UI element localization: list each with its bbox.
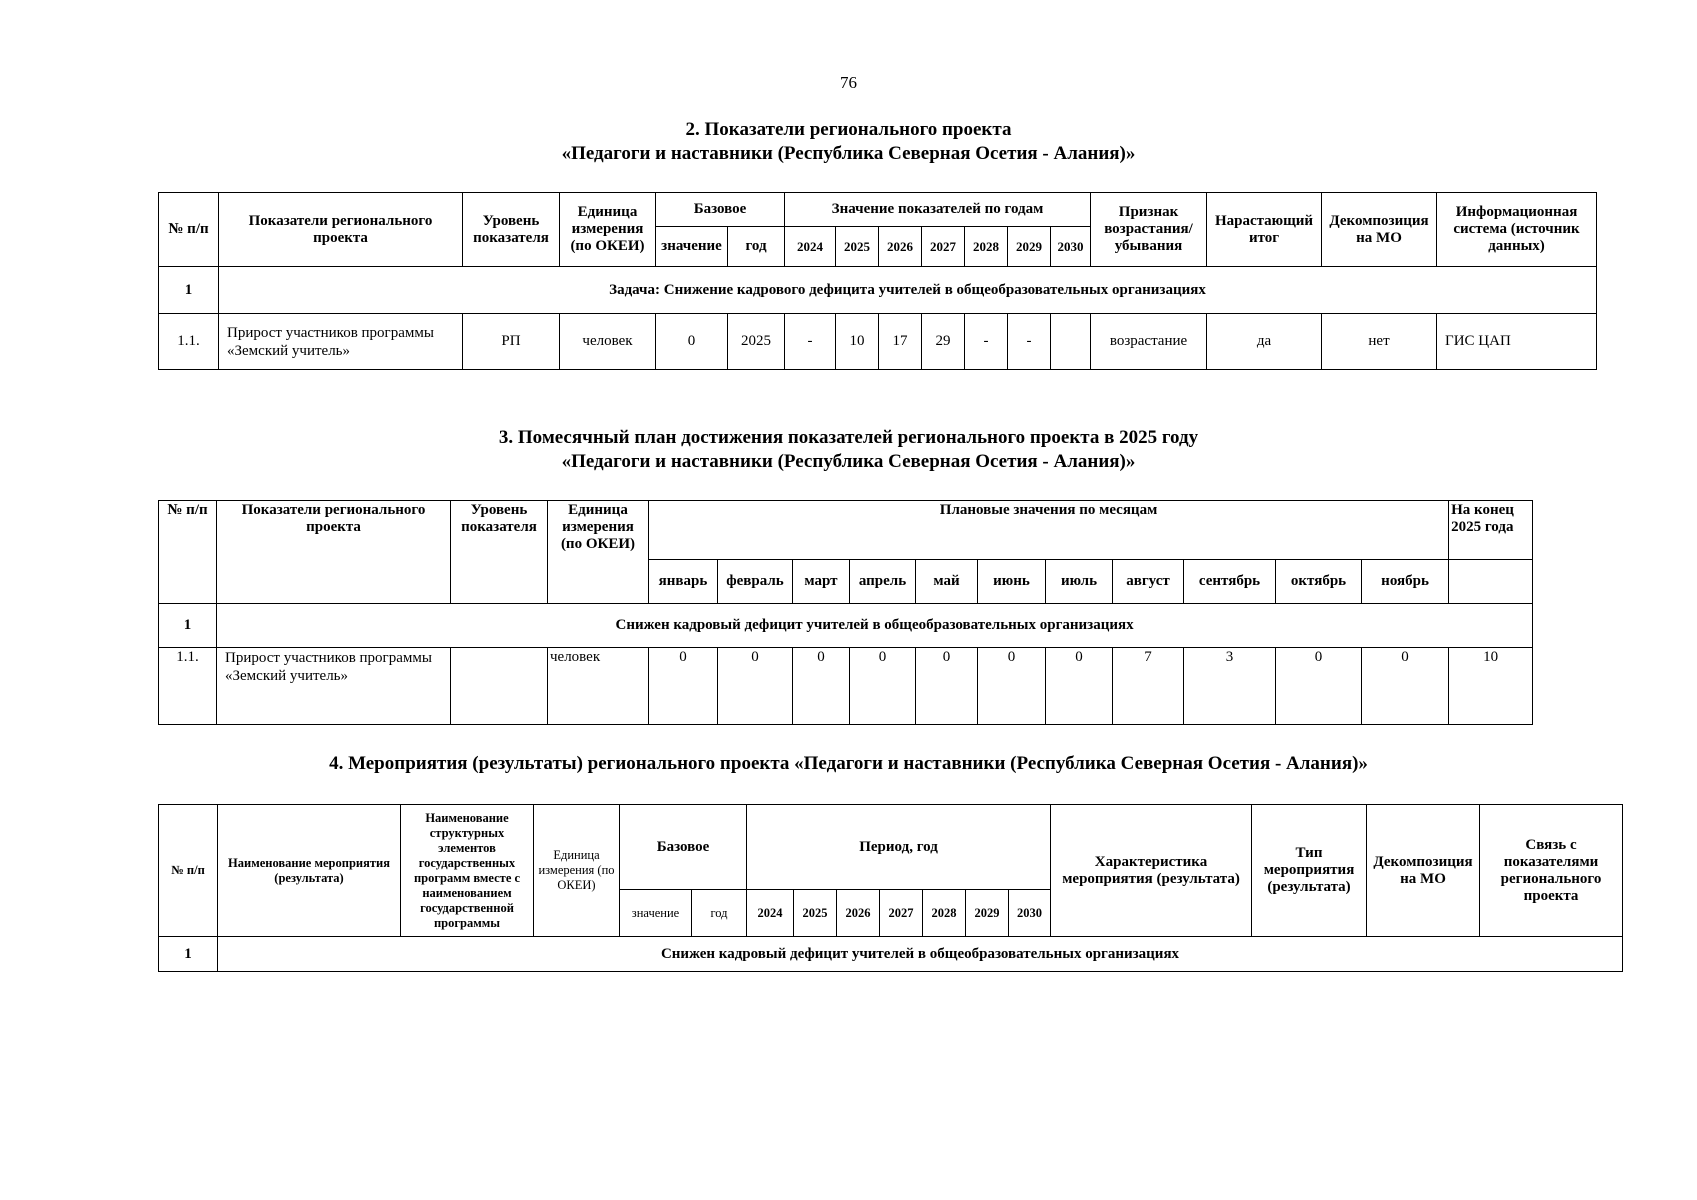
header-month: ноябрь [1362, 560, 1449, 604]
row-month-value: 7 [1113, 648, 1184, 725]
header-year: 2026 [879, 227, 922, 267]
header-base-year: год [728, 227, 785, 267]
header-trend: Признак возрастания/ убывания [1091, 193, 1207, 267]
header-year: 2029 [966, 890, 1009, 937]
header-characteristic: Характеристика мероприятия (результата) [1051, 805, 1252, 937]
header-month: апрель [850, 560, 916, 604]
header-by-years: Значение показателей по годам [785, 193, 1091, 227]
header-level: Уровень показателя [451, 501, 548, 604]
header-end-blank [1449, 560, 1533, 604]
header-indicator: Показатели регионального проекта [217, 501, 451, 604]
row-indicator: Прирост участников программы «Земский учитель» [217, 648, 451, 725]
header-num: № п/п [159, 193, 219, 267]
section3-title [0, 426, 1697, 474]
row-year-value [1051, 314, 1091, 370]
row-info-system: ГИС ЦАП [1437, 314, 1597, 370]
table-row [159, 314, 1597, 370]
section2-title-line1: 2. Показатели регионального проекта [685, 119, 1012, 140]
header-unit: Единица измерения (по ОКЕИ) [548, 501, 649, 604]
header-type: Тип мероприятия (результата) [1252, 805, 1367, 937]
row-decomposition: нет [1322, 314, 1437, 370]
header-month: сентябрь [1184, 560, 1276, 604]
header-month: октябрь [1276, 560, 1362, 604]
header-year: 2025 [836, 227, 879, 267]
task-text: Задача: Снижение кадрового дефицита учителей в общеобразовательных организациях [219, 267, 1597, 314]
row-month-value: 0 [1362, 648, 1449, 725]
section3-title-line2: «Педагоги и наставники (Республика Северная Осетия - Алания)» [561, 451, 1136, 472]
header-name: Наименование мероприятия (результата) [218, 805, 401, 937]
activities-table [158, 804, 1623, 972]
header-base: Базовое [620, 805, 747, 890]
header-link: Связь с показателями регионального проекта [1480, 805, 1623, 937]
row-month-value: 0 [718, 648, 793, 725]
indicators-table [158, 192, 1597, 370]
row-indicator: Прирост участников программы «Земский учитель» [219, 314, 463, 370]
monthly-plan-table [158, 500, 1533, 725]
header-year: 2024 [747, 890, 794, 937]
header-year: 2030 [1009, 890, 1051, 937]
row-month-value: 0 [1046, 648, 1113, 725]
header-year: 2028 [965, 227, 1008, 267]
page-number: 76 [840, 73, 857, 92]
header-unit: Единица измерения (по ОКЕИ) [560, 193, 656, 267]
row-level: РП [463, 314, 560, 370]
section2-title-line2: «Педагоги и наставники (Республика Северная Осетия - Алания)» [561, 143, 1136, 164]
row-month-value: 0 [649, 648, 718, 725]
header-unit: Единица измерения (по ОКЕИ) [534, 805, 620, 937]
header-month: июнь [978, 560, 1046, 604]
group-text: Снижен кадровый дефицит учителей в общеобразовательных организациях [217, 604, 1533, 648]
row-year-value: 17 [879, 314, 922, 370]
header-indicator: Показатели регионального проекта [219, 193, 463, 267]
header-base-value: значение [620, 890, 692, 937]
header-level: Уровень показателя [463, 193, 560, 267]
header-num: № п/п [159, 501, 217, 604]
header-decomposition: Декомпозиция на МО [1367, 805, 1480, 937]
row-num: 1.1. [159, 648, 217, 725]
section3-title-line1: 3. Помесячный план достижения показателей регионального проекта в 2025 году [498, 427, 1199, 448]
row-year-value: - [965, 314, 1008, 370]
header-period: Период, год [747, 805, 1051, 890]
group-num: 1 [159, 604, 217, 648]
section2-title [0, 118, 1697, 166]
group-num: 1 [159, 937, 218, 972]
row-end-value: 10 [1449, 648, 1533, 725]
header-month: май [916, 560, 978, 604]
row-month-value: 0 [850, 648, 916, 725]
header-info-system: Информационная система (источник данных) [1437, 193, 1597, 267]
header-year: 2025 [794, 890, 837, 937]
row-base-year: 2025 [728, 314, 785, 370]
header-year: 2030 [1051, 227, 1091, 267]
row-cumulative: да [1207, 314, 1322, 370]
table-row [159, 648, 1533, 725]
header-base: Базовое [656, 193, 785, 227]
header-decomposition: Декомпозиция на МО [1322, 193, 1437, 267]
header-year: 2027 [880, 890, 923, 937]
row-year-value: - [1008, 314, 1051, 370]
row-month-value: 0 [916, 648, 978, 725]
header-month: январь [649, 560, 718, 604]
row-month-value: 0 [978, 648, 1046, 725]
header-year: 2024 [785, 227, 836, 267]
row-year-value: 10 [836, 314, 879, 370]
row-month-value: 0 [793, 648, 850, 725]
header-month: февраль [718, 560, 793, 604]
header-year: 2027 [922, 227, 965, 267]
header-month: июль [1046, 560, 1113, 604]
header-num: № п/п [159, 805, 218, 937]
header-year: 2026 [837, 890, 880, 937]
header-month: август [1113, 560, 1184, 604]
task-num: 1 [159, 267, 219, 314]
row-unit: человек [548, 648, 649, 725]
row-base-value: 0 [656, 314, 728, 370]
row-month-value: 0 [1276, 648, 1362, 725]
header-structural: Наименование структурных элементов государственных программ вместе с наименованием государственной программы [401, 805, 534, 937]
row-month-value: 3 [1184, 648, 1276, 725]
row-trend: возрастание [1091, 314, 1207, 370]
header-year: 2028 [923, 890, 966, 937]
row-level [451, 648, 548, 725]
header-month: март [793, 560, 850, 604]
header-cumulative: Нарастающий итог [1207, 193, 1322, 267]
section4-title: 4. Мероприятия (результаты) регионального проекта «Педагоги и наставники (Республика Северная Осетия - Алания)» [329, 753, 1368, 774]
header-end: На конец 2025 года [1449, 501, 1533, 560]
header-base-year: год [692, 890, 747, 937]
header-base-value: значение [656, 227, 728, 267]
row-num: 1.1. [159, 314, 219, 370]
group-text: Снижен кадровый дефицит учителей в общеобразовательных организациях [218, 937, 1623, 972]
header-plan: Плановые значения по месяцам [649, 501, 1449, 560]
row-year-value: - [785, 314, 836, 370]
row-year-value: 29 [922, 314, 965, 370]
row-unit: человек [560, 314, 656, 370]
header-year: 2029 [1008, 227, 1051, 267]
